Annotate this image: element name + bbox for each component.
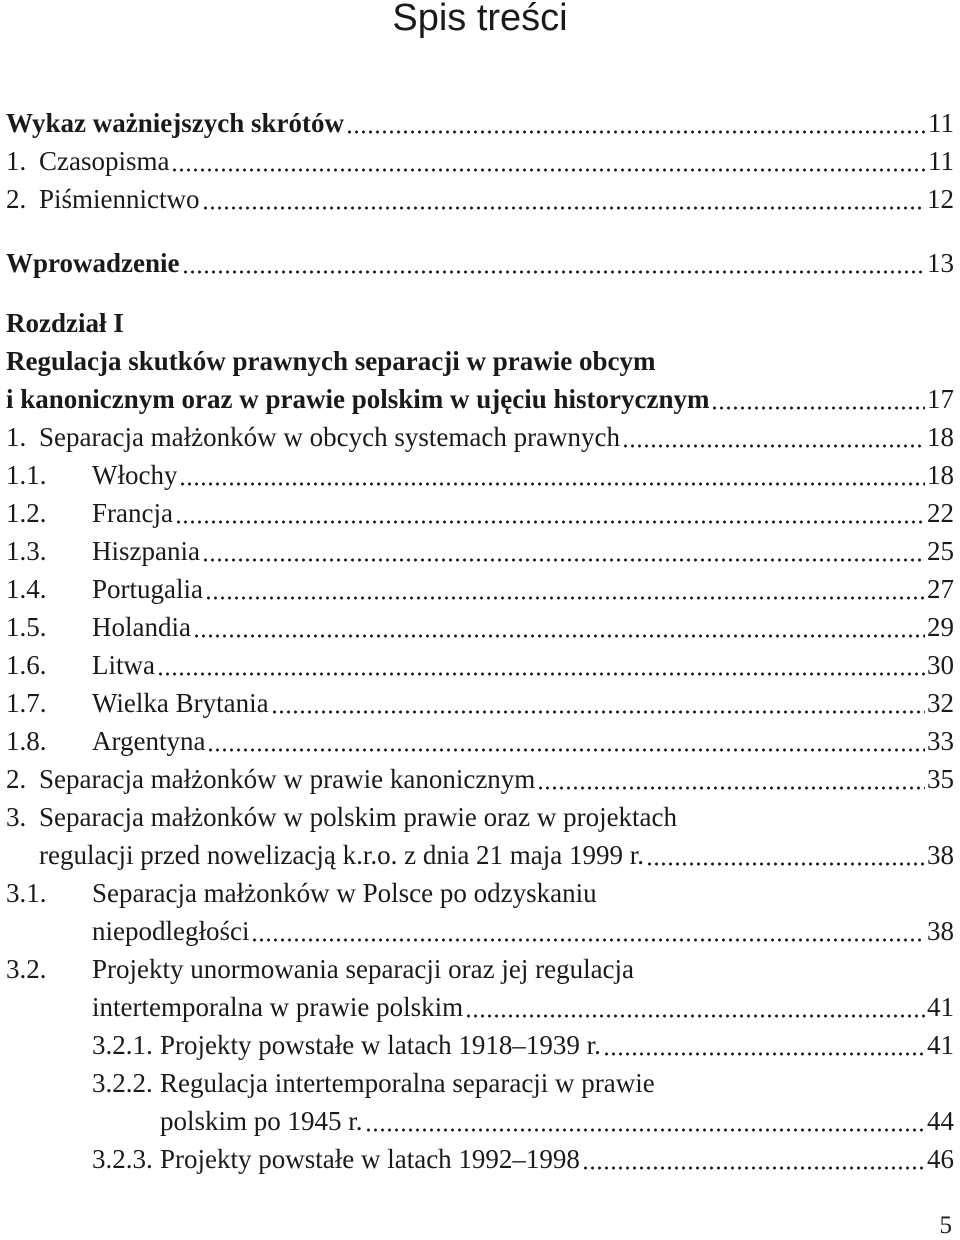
toc-entry-number: 1. — [6, 146, 27, 176]
toc-entry[interactable] — [6, 494, 954, 532]
toc-entry[interactable] — [6, 646, 954, 684]
toc-entry-page: 27 — [927, 574, 954, 604]
toc-entry-page: 11 — [928, 108, 954, 138]
toc-entry-text: Piśmiennictwo — [39, 184, 200, 214]
toc-entry-page: 13 — [927, 248, 954, 278]
toc-entry-page: 38 — [927, 916, 954, 946]
toc-entry[interactable] — [6, 456, 954, 494]
toc-entry-text: Holandia — [92, 612, 191, 642]
page-title: Spis treści — [392, 0, 568, 39]
dot-leader — [182, 250, 926, 274]
dot-leader — [251, 918, 925, 942]
toc-entry-text: Separacja małżonków w Polsce po odzyskaniu — [92, 878, 597, 908]
toc-entry-page: 41 — [927, 1030, 954, 1060]
toc-entry[interactable] — [6, 418, 954, 456]
toc-entry-text: Projekty unormowania separacji oraz jej regulacja — [92, 954, 635, 984]
toc-entry[interactable] — [6, 912, 954, 950]
toc-entry-number: 1.2. — [6, 498, 47, 528]
toc-entry[interactable] — [6, 722, 954, 760]
toc-entry-page: 38 — [927, 840, 954, 870]
toc-entry-number: 1.8. — [6, 726, 47, 756]
toc-entry[interactable] — [6, 836, 954, 874]
toc-entry-number: 3.2.3. — [92, 1144, 153, 1174]
toc-entry-text: Francja — [92, 498, 173, 528]
toc-entry-chapter-1[interactable] — [6, 380, 954, 418]
dot-leader — [346, 110, 926, 134]
dot-leader — [207, 728, 925, 752]
chapter-title-line-1 — [6, 342, 954, 380]
toc-entry-number: 1. — [6, 422, 27, 452]
dot-leader — [646, 842, 925, 866]
dot-leader — [179, 462, 925, 486]
toc-entry-text: Wielka Brytania — [92, 688, 269, 718]
dot-leader — [711, 386, 925, 410]
chapter-label: Rozdział I — [6, 308, 124, 338]
toc-entry-number: 3.2.2. — [92, 1068, 153, 1098]
toc-entry-text: Włochy — [92, 460, 178, 490]
toc-entry-number: 1.5. — [6, 612, 47, 642]
footer-page-number: 5 — [939, 1212, 952, 1239]
toc-entry-number: 1.1. — [6, 460, 47, 490]
toc-entry-page: 11 — [928, 146, 954, 176]
toc-entry-number: 1.4. — [6, 574, 47, 604]
toc-entry-text: Hiszpania — [92, 536, 200, 566]
toc-entry-text: Projekty powstałe w latach 1992–1998 — [160, 1144, 580, 1174]
toc-entry-text: Separacja małżonków w prawie kanonicznym — [39, 764, 536, 794]
toc-entry-page: 33 — [927, 726, 954, 756]
toc-entry-page: 22 — [927, 498, 954, 528]
dot-leader — [537, 766, 925, 790]
dot-leader — [202, 186, 926, 210]
toc-entry-number: 1.6. — [6, 650, 47, 680]
toc-entry-text: Separacja małżonków w polskim prawie oraz w projektach — [39, 802, 678, 832]
toc-entry-line[interactable] — [6, 1064, 954, 1102]
toc-entry-line[interactable] — [6, 874, 954, 912]
toc-entry-number: 3.2. — [6, 954, 47, 984]
toc-entry-number: 2. — [6, 184, 27, 214]
toc-entry-page: 30 — [927, 650, 954, 680]
toc-entry-text: Regulacja intertemporalna separacji w prawie — [160, 1068, 655, 1098]
chapter-heading — [6, 304, 954, 342]
chapter-title-text: Regulacja skutków prawnych separacji w prawie obcym — [6, 346, 656, 376]
toc-entry[interactable] — [6, 684, 954, 722]
toc-entry-page: 35 — [927, 764, 954, 794]
toc-entry-page: 25 — [927, 536, 954, 566]
toc-entry-text: i kanonicznym oraz w prawie polskim w ujęciu historycznym — [6, 384, 710, 414]
toc-entry-page: 41 — [927, 992, 954, 1022]
dot-leader — [157, 652, 925, 676]
toc-entry-page: 46 — [927, 1144, 954, 1174]
toc-entry[interactable] — [6, 532, 954, 570]
dot-leader — [202, 538, 925, 562]
dot-leader — [465, 994, 925, 1018]
dot-leader — [175, 500, 925, 524]
toc-entry-text: regulacji przed nowelizacją k.r.o. z dnia 21 maja 1999 r. — [39, 840, 645, 870]
toc-entry-number: 3.1. — [6, 878, 47, 908]
toc-entry[interactable] — [6, 180, 954, 218]
toc-entry-number: 3. — [6, 802, 27, 832]
dot-leader — [271, 690, 925, 714]
toc-entry-text: Czasopisma — [39, 146, 170, 176]
dot-leader — [582, 1146, 925, 1170]
toc-entry[interactable] — [6, 1026, 954, 1064]
toc-entry-text: Litwa — [92, 650, 155, 680]
toc-entry-page: 12 — [927, 184, 954, 214]
toc-entry-text: Portugalia — [92, 574, 203, 604]
toc-entry-number: 1.3. — [6, 536, 47, 566]
toc-entry[interactable] — [6, 608, 954, 646]
dot-leader — [622, 424, 925, 448]
toc-entry-number: 3.2.1. — [92, 1030, 153, 1060]
toc-entry-text: Separacja małżonków w obcych systemach prawnych — [39, 422, 621, 452]
toc-entry[interactable] — [6, 1102, 954, 1140]
toc-entry-number: 2. — [6, 764, 27, 794]
dot-leader — [171, 148, 926, 172]
toc-entry-text: intertemporalna w prawie polskim — [92, 992, 464, 1022]
dot-leader — [603, 1032, 925, 1056]
toc-entry-line[interactable] — [6, 798, 954, 836]
toc-entry-number: 1.7. — [6, 688, 47, 718]
toc-entry[interactable] — [6, 1140, 954, 1178]
toc-entry-line[interactable] — [6, 950, 954, 988]
toc-entry-text: Argentyna — [92, 726, 206, 756]
toc-entry-page: 29 — [927, 612, 954, 642]
toc-entry-text: Wprowadzenie — [6, 248, 180, 278]
toc-entry-page: 18 — [927, 422, 954, 452]
toc-entry-page: 17 — [927, 384, 954, 414]
toc-entry-page: 18 — [927, 460, 954, 490]
toc-entry-introduction[interactable] — [6, 244, 954, 282]
toc-entry-text: polskim po 1945 r. — [160, 1106, 363, 1136]
toc-entry-text: niepodległości — [92, 916, 250, 946]
toc-entry-page: 44 — [927, 1106, 954, 1136]
dot-leader — [365, 1108, 925, 1132]
toc-entry-text: Wykaz ważniejszych skrótów — [6, 108, 344, 138]
toc-entry[interactable] — [6, 570, 954, 608]
toc-entry-abbreviations[interactable] — [6, 104, 954, 142]
toc-entry-text: Projekty powstałe w latach 1918–1939 r. — [160, 1030, 601, 1060]
dot-leader — [205, 576, 925, 600]
dot-leader — [193, 614, 925, 638]
toc-entry[interactable] — [6, 988, 954, 1026]
toc-entry-page: 32 — [927, 688, 954, 718]
toc-entry[interactable] — [6, 760, 954, 798]
toc-entry[interactable] — [6, 142, 954, 180]
